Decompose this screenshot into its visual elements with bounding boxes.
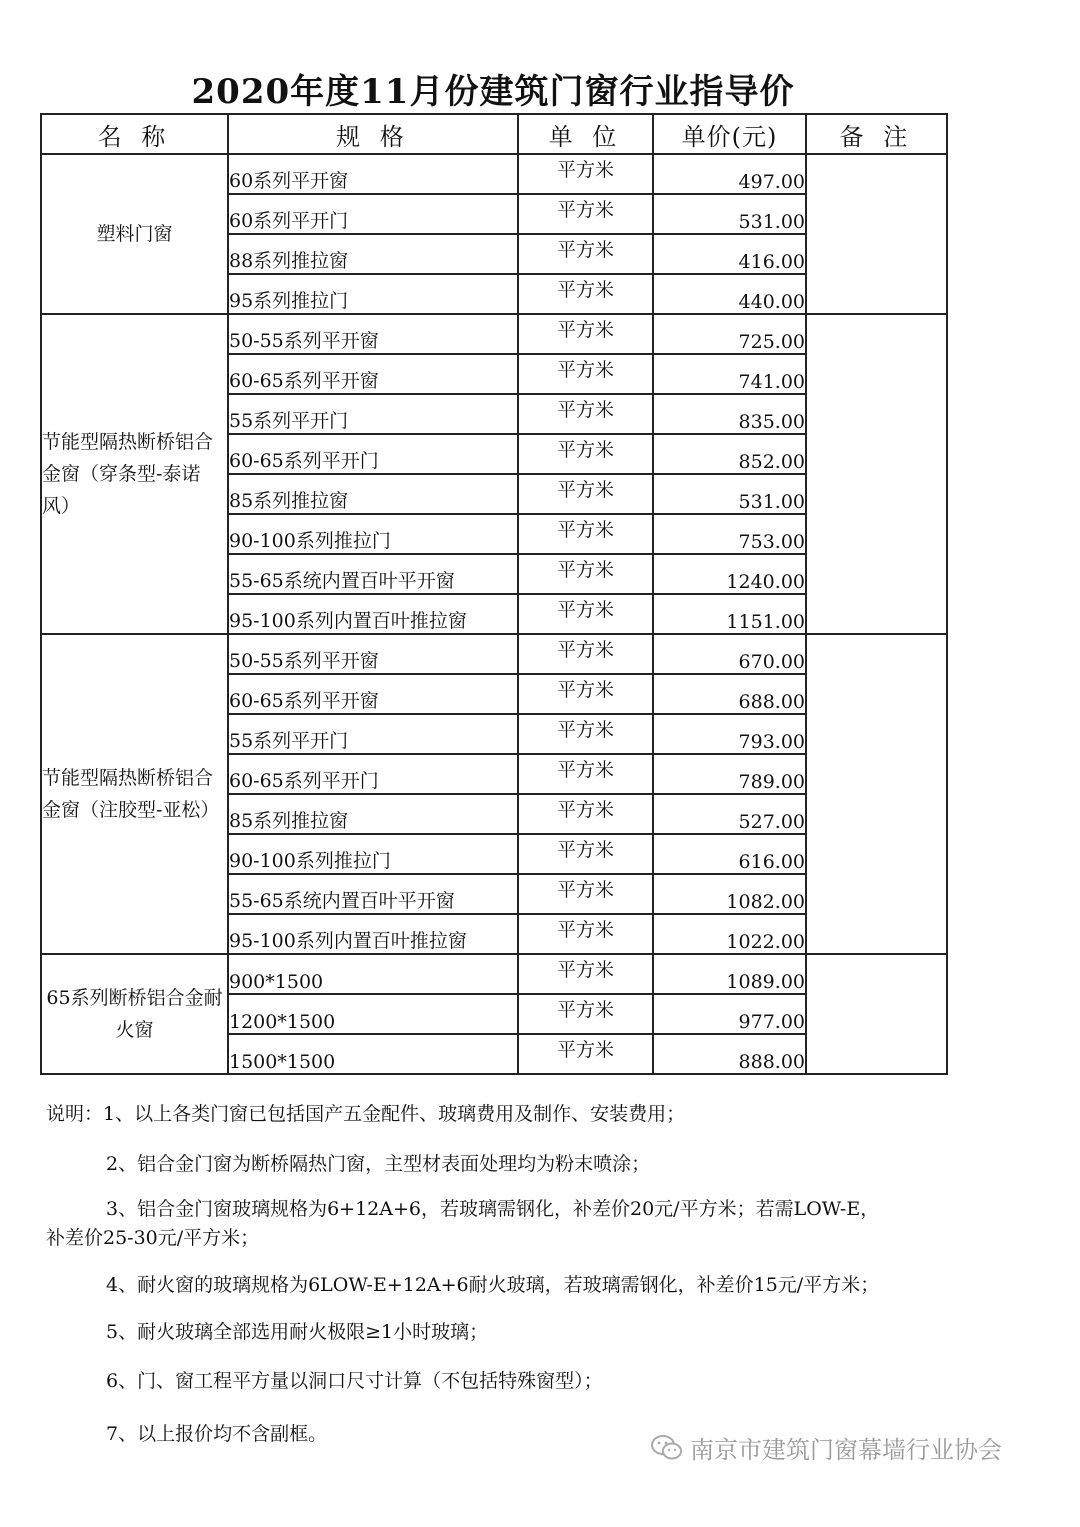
price-cell: 789.00 <box>653 754 806 794</box>
spec-cell: 55系列平开门 <box>228 714 518 754</box>
spec-cell: 55-65系统内置百叶平开窗 <box>228 554 518 594</box>
unit-cell: 平方米 <box>518 154 653 194</box>
unit-cell: 平方米 <box>518 554 653 594</box>
group-name: 节能型隔热断桥铝合金窗（注胶型-亚松） <box>41 634 228 954</box>
unit-cell: 平方米 <box>518 714 653 754</box>
group-name: 塑料门窗 <box>41 154 228 314</box>
spec-cell: 88系列推拉窗 <box>228 234 518 274</box>
unit-cell: 平方米 <box>518 914 653 954</box>
spec-cell: 60系列平开门 <box>228 194 518 234</box>
price-cell: 753.00 <box>653 514 806 554</box>
unit-cell: 平方米 <box>518 634 653 674</box>
price-cell: 1022.00 <box>653 914 806 954</box>
watermark-text: 南京市建筑门窗幕墙行业协会 <box>690 1436 1002 1464</box>
wechat-icon <box>650 1434 684 1468</box>
price-cell: 531.00 <box>653 474 806 514</box>
table-row <box>41 314 947 354</box>
header-unit: 单 位 <box>518 114 653 154</box>
note-line: 说明：1、以上各类门窗已包括国产五金配件、玻璃费用及制作、安装费用； <box>46 1103 686 1125</box>
spec-cell: 60系列平开窗 <box>228 154 518 194</box>
unit-cell: 平方米 <box>518 274 653 314</box>
note-line: 5、耐火玻璃全部选用耐火极限≥1小时玻璃； <box>106 1321 489 1343</box>
note-line: 4、耐火窗的玻璃规格为6LOW-E+12A+6耐火玻璃，若玻璃需钢化，补差价15元/平方米； <box>106 1274 880 1296</box>
price-cell: 497.00 <box>653 154 806 194</box>
price-cell: 1089.00 <box>653 954 806 994</box>
unit-cell: 平方米 <box>518 994 653 1034</box>
note-line: 7、以上报价均不含副框。 <box>106 1423 328 1445</box>
price-cell: 1082.00 <box>653 874 806 914</box>
note-cell <box>806 154 947 314</box>
price-table <box>40 113 948 1075</box>
header-name: 名 称 <box>41 114 228 154</box>
note-line: 6、门、窗工程平方量以洞口尺寸计算（不包括特殊窗型）； <box>106 1370 603 1392</box>
spec-cell: 50-55系列平开窗 <box>228 634 518 674</box>
spec-cell: 90-100系列推拉门 <box>228 514 518 554</box>
spec-cell: 85系列推拉窗 <box>228 474 518 514</box>
note-cell <box>806 954 947 1074</box>
unit-cell: 平方米 <box>518 314 653 354</box>
table-body <box>41 154 947 1074</box>
unit-cell: 平方米 <box>518 514 653 554</box>
unit-cell: 平方米 <box>518 834 653 874</box>
unit-cell: 平方米 <box>518 474 653 514</box>
price-cell: 527.00 <box>653 794 806 834</box>
price-cell: 531.00 <box>653 194 806 234</box>
header-price: 单价(元) <box>653 114 806 154</box>
unit-cell: 平方米 <box>518 754 653 794</box>
price-cell: 416.00 <box>653 234 806 274</box>
table-header-row <box>41 114 947 154</box>
price-cell: 977.00 <box>653 994 806 1034</box>
spec-cell: 1200*1500 <box>228 994 518 1034</box>
spec-cell: 90-100系列推拉门 <box>228 834 518 874</box>
price-cell: 852.00 <box>653 434 806 474</box>
spec-cell: 50-55系列平开窗 <box>228 314 518 354</box>
header-spec: 规 格 <box>228 114 518 154</box>
note-line: 3、铝合金门窗玻璃规格为6+12A+6，若玻璃需钢化，补差价20元/平方米；若需LOW-E， <box>106 1198 880 1220</box>
unit-cell: 平方米 <box>518 194 653 234</box>
price-cell: 616.00 <box>653 834 806 874</box>
spec-cell: 55-65系统内置百叶平开窗 <box>228 874 518 914</box>
table-row <box>41 634 947 674</box>
unit-cell: 平方米 <box>518 234 653 274</box>
note-line: 2、铝合金门窗为断桥隔热门窗，主型材表面处理均为粉末喷涂； <box>106 1153 651 1175</box>
price-cell: 688.00 <box>653 674 806 714</box>
spec-cell: 95系列推拉门 <box>228 274 518 314</box>
unit-cell: 平方米 <box>518 874 653 914</box>
table-row <box>41 154 947 194</box>
spec-cell: 60-65系列平开窗 <box>228 354 518 394</box>
spec-cell: 85系列推拉窗 <box>228 794 518 834</box>
note-line: 补差价25-30元/平方米； <box>46 1227 260 1249</box>
price-cell: 440.00 <box>653 274 806 314</box>
unit-cell: 平方米 <box>518 594 653 634</box>
price-cell: 725.00 <box>653 314 806 354</box>
price-cell: 793.00 <box>653 714 806 754</box>
unit-cell: 平方米 <box>518 354 653 394</box>
note-cell <box>806 634 947 954</box>
page-title: 2020年度11月份建筑门窗行业指导价 <box>191 72 795 112</box>
spec-cell: 95-100系列内置百叶推拉窗 <box>228 914 518 954</box>
price-cell: 835.00 <box>653 394 806 434</box>
table-row <box>41 954 947 994</box>
spec-cell: 1500*1500 <box>228 1034 518 1074</box>
unit-cell: 平方米 <box>518 674 653 714</box>
price-cell: 670.00 <box>653 634 806 674</box>
header-note: 备 注 <box>806 114 947 154</box>
spec-cell: 60-65系列平开窗 <box>228 674 518 714</box>
spec-cell: 60-65系列平开门 <box>228 434 518 474</box>
spec-cell: 55系列平开门 <box>228 394 518 434</box>
group-name: 65系列断桥铝合金耐火窗 <box>41 954 228 1074</box>
spec-cell: 60-65系列平开门 <box>228 754 518 794</box>
unit-cell: 平方米 <box>518 954 653 994</box>
group-name: 节能型隔热断桥铝合金窗（穿条型-泰诺风） <box>41 314 228 634</box>
unit-cell: 平方米 <box>518 794 653 834</box>
price-cell: 741.00 <box>653 354 806 394</box>
spec-cell: 95-100系列内置百叶推拉窗 <box>228 594 518 634</box>
unit-cell: 平方米 <box>518 1034 653 1074</box>
unit-cell: 平方米 <box>518 394 653 434</box>
price-cell: 1240.00 <box>653 554 806 594</box>
price-cell: 888.00 <box>653 1034 806 1074</box>
watermark <box>650 1430 1070 1470</box>
price-cell: 1151.00 <box>653 594 806 634</box>
unit-cell: 平方米 <box>518 434 653 474</box>
note-cell <box>806 314 947 634</box>
spec-cell: 900*1500 <box>228 954 518 994</box>
